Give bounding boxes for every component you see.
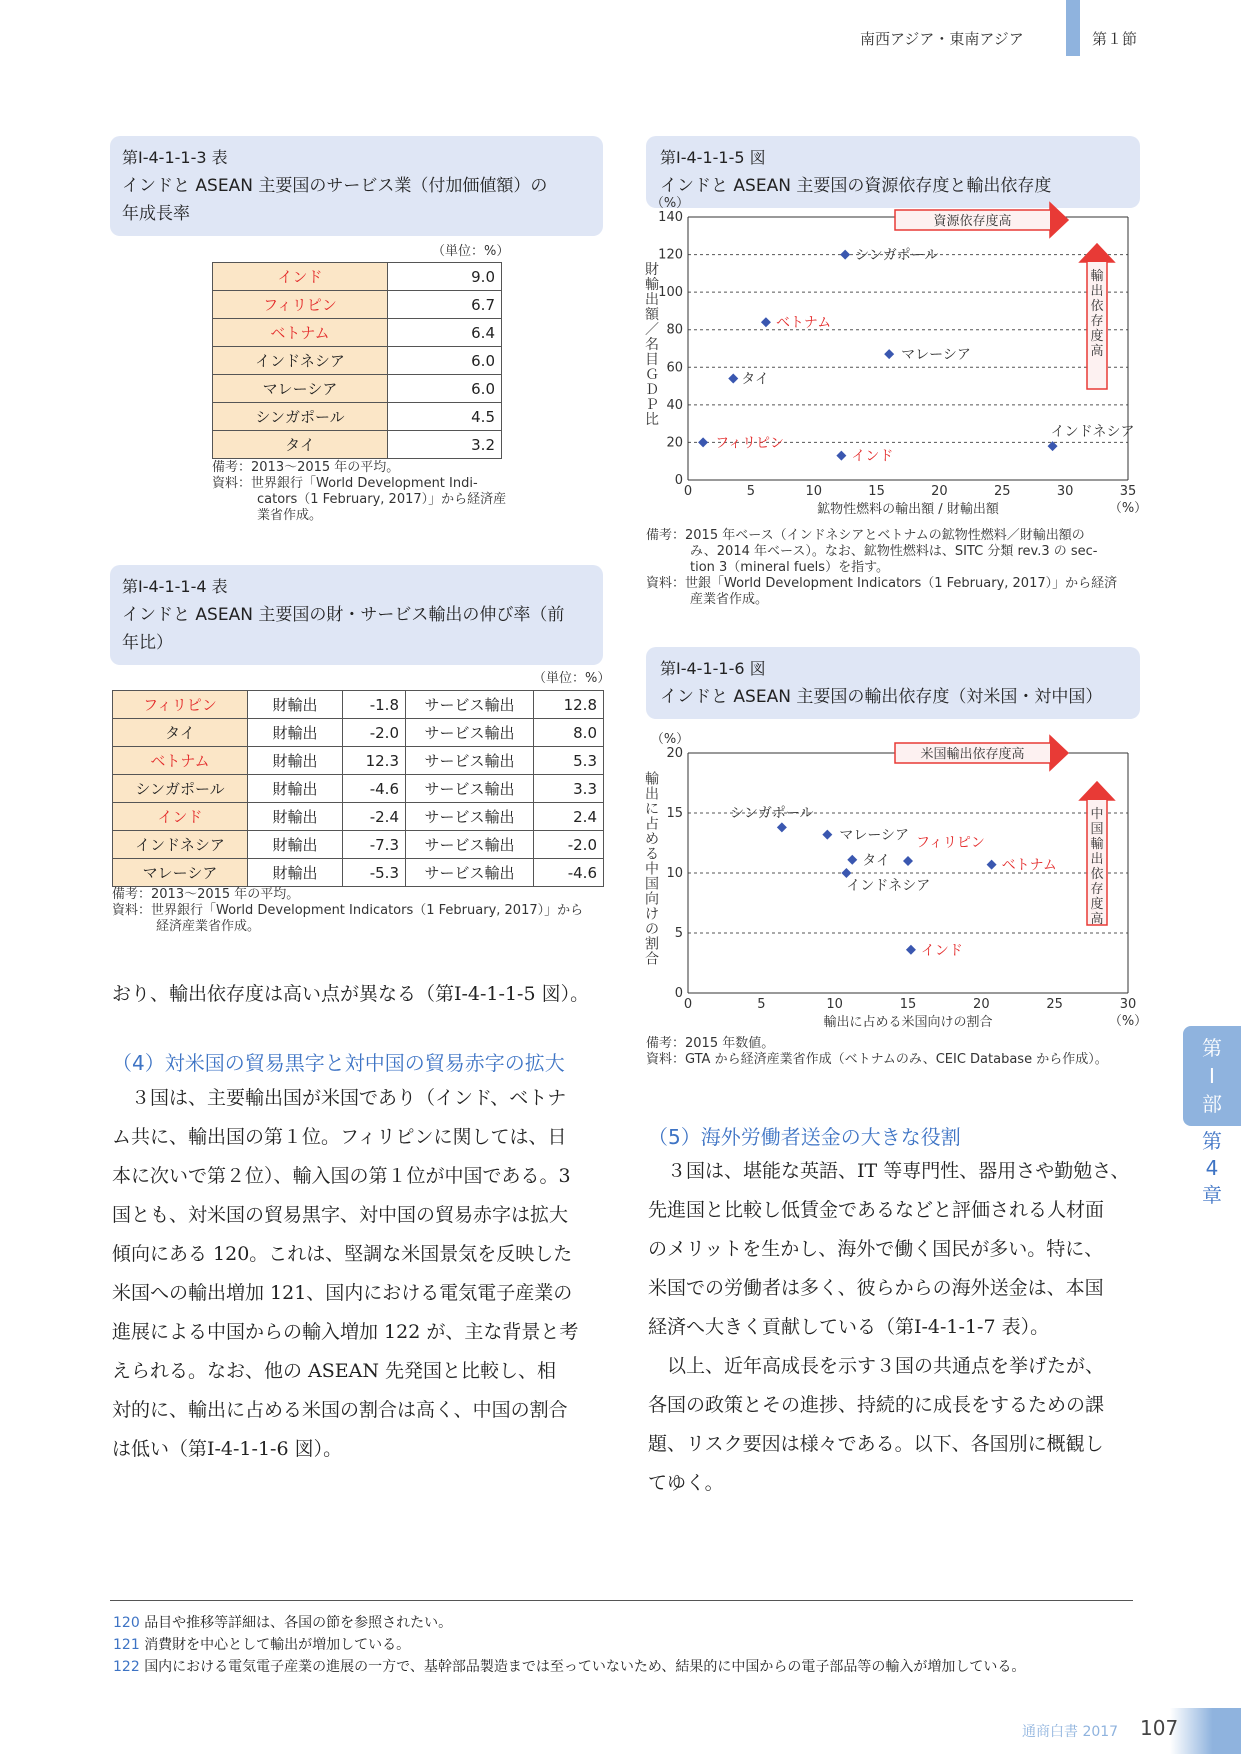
y-axis-title-char: 輸 [645, 277, 659, 293]
arrow-y-label-char: 高 [1090, 912, 1104, 927]
goods-label-cell: 財輸出 [248, 831, 343, 859]
footnote [113, 1612, 452, 1632]
value-cell: 3.2 [388, 431, 502, 459]
y-tick-label: 100 [658, 285, 683, 301]
value-cell: 6.4 [388, 319, 502, 347]
y-axis-title-char: 合 [645, 951, 659, 968]
country-cell: タイ [213, 431, 388, 459]
y-tick-label: 0 [674, 473, 683, 488]
x-tick-label: 10 [805, 484, 822, 499]
arrow-y-label-char: 中 [1090, 807, 1104, 822]
data-label: マレーシア [901, 347, 971, 364]
data-point [906, 945, 916, 955]
goods-value-cell: 12.3 [343, 747, 406, 775]
data-label: インドネシア [1050, 424, 1135, 441]
footnote-text: 消費財を中心として輸出が増加している。 [144, 1637, 411, 1653]
table3-note-line: 業省作成。 [257, 508, 323, 523]
services-label-cell: サービス輸出 [406, 719, 534, 747]
arrow-x-label: 米国輸出依存度高 [920, 747, 1025, 762]
table4-caption-title-line1: インドと ASEAN 主要国の財・サービス輸出の伸び率（前 [122, 605, 565, 625]
arrow-y-label-char: 輸 [1090, 269, 1104, 284]
data-label: タイ [741, 371, 769, 388]
text-line: のメリットを生かし、海外で働く国民が多い。特に、 [648, 1238, 1104, 1260]
footnote-number: 121 [113, 1637, 140, 1653]
figure5-notes [646, 528, 1146, 608]
x-tick-label: 5 [746, 484, 755, 499]
x-tick-label: 25 [994, 484, 1011, 499]
services-label-cell: サービス輸出 [406, 803, 534, 831]
table-row [113, 775, 604, 803]
table4-unit: （単位：%） [533, 671, 611, 686]
goods-value-cell: -7.3 [343, 831, 406, 859]
value-cell: 4.5 [388, 403, 502, 431]
footer-publication-title: 通商白書 2017 [1022, 1724, 1119, 1740]
figure5-note-line: 産業省作成。 [690, 592, 769, 607]
text-line: は低い（第Ⅰ-4-1-1-6 図）。 [112, 1438, 343, 1460]
arrow-y-label-char: 存 [1090, 882, 1104, 897]
data-label: シンガポール [855, 247, 939, 264]
table3-caption-number: 第Ⅰ-4-1-1-3 表 [122, 148, 228, 167]
text-line: えられる。なお、他の ASEAN 先発国と比較し、相 [112, 1360, 557, 1382]
y-axis-title-char: 出 [645, 292, 659, 308]
table4-caption-number: 第Ⅰ-4-1-1-4 表 [122, 577, 228, 596]
y-axis-title-char: 財 [645, 262, 659, 278]
y-tick-label: 20 [666, 435, 683, 451]
data-point [761, 317, 771, 327]
figure6-note-line: 資料：GTA から経済産業省作成（ベトナムのみ、CEIC Database から作成）。 [646, 1052, 1108, 1067]
text-line: 先進国と比較し低賃金であるなどと評価される人材面 [648, 1199, 1105, 1221]
text-line: 米国での労働者は多く、彼らからの海外送金は、本国 [648, 1277, 1104, 1299]
services-label-cell: サービス輸出 [406, 831, 534, 859]
y-tick-label: 80 [666, 322, 683, 338]
data-label: タイ [862, 852, 891, 869]
arrow-y-label-char: 依 [1090, 299, 1104, 314]
table3-note-line: cators（1 February, 2017）」から経済産 [257, 492, 507, 507]
value-cell: 9.0 [388, 263, 502, 291]
table4-note-line: 経済産業省作成。 [156, 919, 261, 934]
figure5-note-line: 備考：2015 年ベース（インドネシアとベトナムの鉱物性燃料／財輸出額の [646, 528, 1085, 543]
y-axis-title-char: 向 [645, 891, 659, 908]
arrow-x-head [1050, 203, 1068, 237]
arrow-x-head [1050, 736, 1068, 770]
arrow-y-label-char: 度 [1090, 329, 1104, 344]
figure6-notes [646, 1036, 1146, 1068]
country-cell: シンガポール [113, 775, 248, 803]
data-point [698, 437, 708, 447]
x-axis-title: 輸出に占める米国向けの割合 [823, 1015, 993, 1030]
arrow-x-label: 資源依存度高 [933, 214, 1012, 229]
x-tick-label: 0 [683, 997, 693, 1012]
value-cell: 6.0 [388, 347, 502, 375]
table3-unit: （単位：%） [432, 244, 510, 259]
data-label: インド [920, 942, 963, 959]
table4-caption [110, 565, 603, 665]
y-axis-title-char: け [645, 906, 659, 923]
table3-note-line: 資料：世界銀行「World Development Indi- [212, 476, 478, 491]
country-cell: インドネシア [213, 347, 388, 375]
x-tick-label: 20 [931, 484, 948, 499]
figure5-scatter-chart [640, 196, 1148, 524]
part-tab-char: 部 [1202, 1092, 1222, 1116]
table4-export-growth [112, 690, 604, 887]
x-tick-label: 25 [1046, 997, 1063, 1012]
data-label: ベトナム [775, 315, 832, 332]
services-value-cell: -4.6 [534, 859, 604, 887]
y-unit-label: （%） [650, 196, 690, 211]
y-axis-title-char: 目 [645, 352, 659, 368]
text-line: 本に次いで第２位）、輸入国の第１位が中国である。3 [112, 1165, 571, 1187]
y-tick-label: 10 [666, 866, 683, 881]
table3-caption-title-line1: インドと ASEAN 主要国のサービス業（付加価値額）の [122, 176, 548, 196]
figure5-caption [646, 136, 1140, 208]
chapter-tab-char: 4 [1205, 1156, 1219, 1180]
country-cell: ベトナム [213, 319, 388, 347]
services-value-cell: 3.3 [534, 775, 604, 803]
y-axis-title-char: 割 [645, 936, 659, 953]
table3-note-line: 備考：2013〜2015 年の平均。 [212, 460, 400, 475]
text-line: ３国は、主要輸出国が米国であり（インド、ベトナ [131, 1087, 567, 1109]
right-body-paragraph [648, 1152, 1142, 1503]
data-label: インド [851, 448, 894, 465]
footnote-text: 国内における電気電子産業の進展の一方で、基幹部品製造までは至っていないため、結果的に中国からの電子部品等の輸入が増加している。 [144, 1659, 1026, 1675]
x-tick-label: 35 [1119, 484, 1137, 499]
table-row [213, 431, 502, 459]
goods-label-cell: 財輸出 [248, 775, 343, 803]
services-value-cell: 12.8 [534, 691, 604, 719]
value-cell: 6.0 [388, 375, 502, 403]
country-cell: マレーシア [213, 375, 388, 403]
text-line: 対的に、輸出に占める米国の割合は高く、中国の割合 [112, 1399, 568, 1421]
y-tick-label: 40 [666, 397, 683, 413]
y-tick-label: 120 [658, 247, 683, 263]
arrow-y-head [1080, 244, 1114, 262]
arrow-y-label-char: 出 [1090, 284, 1104, 299]
goods-value-cell: -2.0 [343, 719, 406, 747]
table-row [213, 375, 502, 403]
section-heading-5: （5）海外労働者送金の大きな役割 [648, 1125, 961, 1149]
y-axis-title-char: 輸 [645, 771, 659, 788]
data-label: シンガポール [730, 805, 814, 822]
goods-value-cell: -4.6 [343, 775, 406, 803]
services-value-cell: 2.4 [534, 803, 604, 831]
data-point [847, 855, 857, 865]
table-row [213, 319, 502, 347]
goods-value-cell: -1.8 [343, 691, 406, 719]
text-line: ム共に、輸出国の第１位。フィリピンに関しては、日 [112, 1126, 567, 1148]
table-row [113, 831, 604, 859]
table-row [213, 291, 502, 319]
services-label-cell: サービス輸出 [406, 691, 534, 719]
y-axis-title-char: 国 [645, 876, 659, 893]
footnote-rule [110, 1600, 1133, 1601]
data-point [841, 868, 851, 878]
text-line: ３国は、堪能な英語、IT 等専門性、器用さや勤勉さ、 [667, 1160, 1130, 1182]
text-line: 国とも、対米国の貿易黒字、対中国の貿易赤字は拡大 [112, 1204, 569, 1226]
text-line: てゆく。 [648, 1472, 724, 1494]
goods-value-cell: -5.3 [343, 859, 406, 887]
table4-note-line: 資料：世界銀行「World Development Indicators（1 February, 2017）」から [112, 903, 584, 918]
country-cell: インド [213, 263, 388, 291]
goods-label-cell: 財輸出 [248, 803, 343, 831]
data-label: フィリピン [715, 435, 784, 452]
goods-label-cell: 財輸出 [248, 719, 343, 747]
services-label-cell: サービス輸出 [406, 859, 534, 887]
footnote-text: 品目や推移等詳細は、各国の節を参照されたい。 [144, 1615, 453, 1631]
y-tick-label: 60 [666, 360, 683, 376]
table3-caption-title-line2: 年成長率 [122, 204, 190, 224]
chapter-tab-char: 章 [1202, 1183, 1222, 1207]
x-tick-label: 15 [899, 997, 917, 1012]
footnote-number: 120 [113, 1615, 140, 1631]
table-row [213, 263, 502, 291]
country-cell: シンガポール [213, 403, 388, 431]
data-point [840, 250, 850, 260]
part-tab-char: Ⅰ [1209, 1064, 1215, 1088]
goods-label-cell: 財輸出 [248, 691, 343, 719]
services-value-cell: -2.0 [534, 831, 604, 859]
figure5-caption-title: インドと ASEAN 主要国の資源依存度と輸出依存度 [660, 176, 1052, 196]
data-label: ベトナム [1001, 857, 1057, 874]
footnote-number: 122 [113, 1659, 140, 1675]
data-point [987, 860, 997, 870]
figure5-note-line: tion 3（mineral fuels）を指す。 [690, 560, 890, 575]
table3-growth-rates [212, 262, 502, 459]
x-unit-label: （%） [1108, 501, 1148, 516]
table-row [113, 747, 604, 775]
figure6-scatter-chart [640, 725, 1148, 1030]
y-axis-title-char: Ｇ [645, 367, 659, 383]
running-header-chapter: 第１節 [1092, 30, 1138, 48]
x-tick-label: 0 [683, 484, 693, 499]
goods-label-cell: 財輸出 [248, 859, 343, 887]
text-line: 以上、近年高成長を示す３国の共通点を挙げたが、 [667, 1355, 1105, 1377]
y-axis-title-char: ／ [645, 322, 659, 338]
figure5-note-line: 資料：世銀「World Development Indicators（1 February, 2017）」から経済 [646, 576, 1118, 591]
arrow-y-label-char: 依 [1090, 867, 1104, 882]
y-axis-title-char: め [645, 831, 659, 848]
y-axis-title-char: 出 [645, 786, 659, 803]
country-cell: マレーシア [113, 859, 248, 887]
data-label: インドネシア [846, 878, 931, 894]
data-point [728, 374, 738, 384]
chapter-tab-char: 第 [1202, 1129, 1222, 1153]
figure5-note-line: み、2014 年ベース）。なお、鉱物性燃料は、SITC 分類 rev.3 の sec- [690, 544, 1098, 559]
table3-notes [212, 460, 512, 524]
left-body-paragraph [112, 1079, 606, 1469]
y-tick-label: 5 [674, 926, 683, 941]
y-tick-label: 15 [666, 806, 683, 821]
country-cell: インド [113, 803, 248, 831]
running-header-section: 南西アジア・東南アジア [860, 30, 1024, 48]
x-tick-label: 5 [757, 997, 766, 1012]
arrow-y-label-char: 高 [1090, 344, 1104, 359]
services-value-cell: 8.0 [534, 719, 604, 747]
country-cell: ベトナム [113, 747, 248, 775]
x-tick-label: 30 [1119, 997, 1137, 1012]
text-line: 傾向にある 120。これは、堅調な米国景気を反映した [112, 1243, 573, 1265]
figure6-caption [646, 647, 1140, 719]
arrow-y-label-char: 輸 [1090, 837, 1104, 852]
y-tick-label: 140 [658, 210, 683, 225]
text-line: 経済へ大きく貢献している（第Ⅰ-4-1-1-7 表）。 [648, 1316, 1050, 1338]
figure5-caption-number: 第Ⅰ-4-1-1-5 図 [660, 148, 766, 167]
y-axis-title-char: 額 [645, 307, 659, 323]
table-row [113, 859, 604, 887]
text-line: 米国への輸出増加 121、国内における電気電子産業の [112, 1282, 573, 1304]
table-row [113, 691, 604, 719]
country-cell: タイ [113, 719, 248, 747]
table4-note-line: 備考：2013〜2015 年の平均。 [112, 887, 300, 902]
part-tab-char: 第 [1202, 1036, 1222, 1060]
footer-accent-bar [1170, 1708, 1241, 1754]
services-label-cell: サービス輸出 [406, 775, 534, 803]
x-tick-label: 20 [973, 997, 990, 1012]
text-line: 各国の政策とその進捗、持続的に成長をするための課 [648, 1394, 1105, 1416]
footnote [113, 1634, 410, 1654]
arrow-y-label-char: 国 [1090, 822, 1104, 837]
text-line: 題、リスク要因は様々である。以下、各国別に概観し [648, 1433, 1104, 1455]
header-accent-bar [1066, 0, 1080, 56]
y-axis-title-char: の [645, 921, 659, 938]
chapter-tab [1183, 1128, 1241, 1209]
y-axis-title-char: る [645, 846, 659, 863]
y-tick-label: 0 [674, 986, 683, 1001]
table4-caption-title-line2: 年比） [122, 633, 173, 653]
arrow-y-label-char: 度 [1090, 897, 1104, 912]
figure6-caption-number: 第Ⅰ-4-1-1-6 図 [660, 659, 766, 678]
services-label-cell: サービス輸出 [406, 747, 534, 775]
data-point [822, 830, 832, 840]
table-row [113, 803, 604, 831]
footnote [113, 1656, 1025, 1676]
data-label: マレーシア [839, 827, 910, 844]
data-point [884, 349, 894, 359]
data-point [777, 822, 787, 832]
y-axis-title-char: Ｄ [645, 382, 659, 398]
data-label: フィリピン [916, 835, 985, 851]
goods-value-cell: -2.4 [343, 803, 406, 831]
x-tick-label: 10 [826, 997, 843, 1012]
y-axis-title-char: 占 [645, 816, 659, 833]
arrow-y-head [1080, 782, 1114, 800]
arrow-y-label-char: 出 [1090, 852, 1104, 867]
x-tick-label: 30 [1056, 484, 1074, 499]
table4-notes [112, 887, 612, 935]
table3-caption [110, 136, 603, 236]
arrow-y-label-char: 存 [1090, 314, 1104, 329]
data-point [903, 856, 913, 866]
page-number: 107 [1140, 1716, 1179, 1740]
table-row [213, 403, 502, 431]
country-cell: インドネシア [113, 831, 248, 859]
country-cell: フィリピン [113, 691, 248, 719]
y-axis-title-char: 名 [645, 337, 659, 353]
y-axis-title-char: 比 [645, 412, 659, 428]
left-paragraph-continued: おり、輸出依存度は高い点が異なる（第Ⅰ-4-1-1-5 図）。 [112, 983, 590, 1005]
part-tab [1183, 1026, 1241, 1126]
y-tick-label: 20 [666, 746, 683, 761]
text-line: 進展による中国からの輸入増加 122 が、主な背景と考 [112, 1321, 579, 1343]
x-tick-label: 15 [868, 484, 885, 499]
x-unit-label: （%） [1108, 1014, 1148, 1029]
table-row [113, 719, 604, 747]
y-axis-title-char: Ｐ [645, 397, 659, 413]
country-cell: フィリピン [213, 291, 388, 319]
data-point [836, 451, 846, 461]
y-axis-title-char: に [645, 801, 659, 818]
section-heading-4: （4）対米国の貿易黒字と対中国の貿易赤字の拡大 [112, 1051, 565, 1075]
table-row [213, 347, 502, 375]
figure6-caption-title: インドと ASEAN 主要国の輸出依存度（対米国・対中国） [660, 687, 1103, 707]
value-cell: 6.7 [388, 291, 502, 319]
goods-label-cell: 財輸出 [248, 747, 343, 775]
services-value-cell: 5.3 [534, 747, 604, 775]
y-unit-label: （%） [650, 732, 690, 747]
figure6-note-line: 備考：2015 年数値。 [646, 1036, 775, 1051]
y-axis-title-char: 中 [645, 861, 659, 878]
x-axis-title: 鉱物性燃料の輸出額 / 財輸出額 [817, 502, 999, 517]
